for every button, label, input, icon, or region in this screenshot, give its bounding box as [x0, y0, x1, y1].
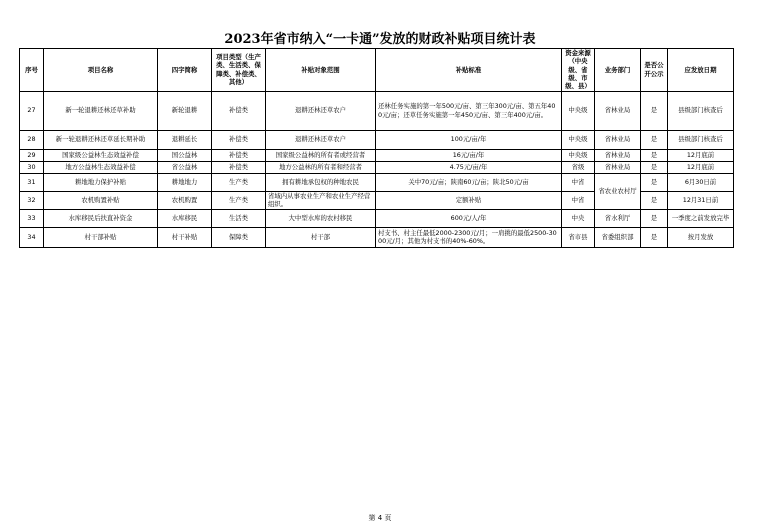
cell-scope: 退耕还林还草农户 — [266, 130, 376, 149]
header-seq: 序号 — [20, 49, 44, 92]
cell-dept: 省林业局 — [595, 161, 641, 173]
cell-scope: 大中型水库的农村移民 — [266, 209, 376, 227]
cell-standard: 16元/亩/年 — [376, 149, 562, 161]
cell-dept: 省水利厅 — [595, 209, 641, 227]
cell-public: 是 — [641, 91, 668, 130]
cell-name: 国家级公益林生态效益补偿 — [44, 149, 158, 161]
cell-dept-merged: 省农业农村厅 — [595, 173, 641, 209]
cell-name: 水库移民后扶直补资金 — [44, 209, 158, 227]
cell-type: 补偿类 — [212, 130, 266, 149]
cell-name: 耕地地力保护补贴 — [44, 173, 158, 191]
cell-name: 农机购置补贴 — [44, 191, 158, 209]
cell-standard: 还林任务实施的第一年500元/亩、第三年300元/亩、第五年400元/亩；还草任务实施第一年450元/亩、第三年400元/亩。 — [376, 91, 562, 130]
header-name: 项目名称 — [44, 49, 158, 92]
cell-short: 新轮退耕 — [158, 91, 212, 130]
cell-dept: 省委组织部 — [595, 227, 641, 247]
cell-public: 是 — [641, 227, 668, 247]
cell-scope: 退耕还林还草农户 — [266, 91, 376, 130]
cell-public: 是 — [641, 130, 668, 149]
cell-short: 国公益林 — [158, 149, 212, 161]
cell-public: 是 — [641, 161, 668, 173]
cell-source: 省级 — [562, 161, 595, 173]
cell-name: 新一轮退耕还林还草延长期补助 — [44, 130, 158, 149]
cell-standard: 定额补贴 — [376, 191, 562, 209]
table-row — [20, 209, 734, 227]
cell-type: 补偿类 — [212, 149, 266, 161]
cell-seq: 33 — [20, 209, 44, 227]
header-standard: 补贴标准 — [376, 49, 562, 92]
table-row — [20, 227, 734, 247]
header-date: 应发放日期 — [668, 49, 734, 92]
header-row — [20, 49, 734, 92]
cell-short: 退耕延长 — [158, 130, 212, 149]
cell-standard: 村支书、村主任最低2000-2300元/月；一肩挑的最低2500-3000元/月；其他为村支书的40%-60%。 — [376, 227, 562, 247]
cell-seq: 34 — [20, 227, 44, 247]
cell-seq: 30 — [20, 161, 44, 173]
cell-standard: 4.75元/亩/年 — [376, 161, 562, 173]
cell-scope: 拥有耕地承包权的种地农民 — [266, 173, 376, 191]
cell-date: 12月底前 — [668, 149, 734, 161]
cell-standard: 100元/亩/年 — [376, 130, 562, 149]
cell-date: 县级部门核查后 — [668, 130, 734, 149]
header-dept: 业务部门 — [595, 49, 641, 92]
cell-seq: 28 — [20, 130, 44, 149]
cell-scope: 村干部 — [266, 227, 376, 247]
cell-public: 是 — [641, 149, 668, 161]
header-short: 四字简称 — [158, 49, 212, 92]
header-type: 项目类型（生产类、生活类、保障类、补偿类、其他） — [212, 49, 266, 92]
cell-public: 是 — [641, 191, 668, 209]
cell-short: 耕地地力 — [158, 173, 212, 191]
cell-date: 12月31日前 — [668, 191, 734, 209]
cell-type: 生产类 — [212, 173, 266, 191]
cell-type: 补偿类 — [212, 91, 266, 130]
cell-dept: 省林业局 — [595, 149, 641, 161]
cell-type: 生活类 — [212, 209, 266, 227]
cell-short: 水库移民 — [158, 209, 212, 227]
cell-scope: 国家级公益林的所有者或经营者 — [266, 149, 376, 161]
cell-standard: 600元/人/年 — [376, 209, 562, 227]
cell-type: 补偿类 — [212, 161, 266, 173]
cell-source: 省市县 — [562, 227, 595, 247]
cell-public: 是 — [641, 173, 668, 191]
cell-short: 农机购置 — [158, 191, 212, 209]
cell-scope: 省域内从事农业生产和农业生产经营组织。 — [266, 191, 376, 209]
page-title: 2023年省市纳入“一卡通”发放的财政补贴项目统计表 — [224, 32, 536, 47]
cell-source: 中央级 — [562, 91, 595, 130]
cell-date: 6月30日前 — [668, 173, 734, 191]
cell-scope: 地方公益林的所有者和经营者 — [266, 161, 376, 173]
cell-type: 生产类 — [212, 191, 266, 209]
cell-source: 中央 — [562, 209, 595, 227]
cell-source: 中省 — [562, 191, 595, 209]
page-number: 第 4 页 — [368, 514, 392, 522]
cell-source: 中央级 — [562, 149, 595, 161]
cell-date: 县级部门核查后 — [668, 91, 734, 130]
cell-short: 省公益林 — [158, 161, 212, 173]
cell-dept: 省林业局 — [595, 130, 641, 149]
cell-name: 村干部补贴 — [44, 227, 158, 247]
table-row — [20, 173, 734, 191]
table-row — [20, 149, 734, 161]
cell-seq: 29 — [20, 149, 44, 161]
cell-seq: 31 — [20, 173, 44, 191]
cell-date: 12月底前 — [668, 161, 734, 173]
cell-name: 新一轮退耕还林还草补助 — [44, 91, 158, 130]
cell-short: 村干补贴 — [158, 227, 212, 247]
cell-public: 是 — [641, 209, 668, 227]
cell-name: 地方公益林生态效益补偿 — [44, 161, 158, 173]
header-scope: 补贴对象范围 — [266, 49, 376, 92]
cell-date: 按月发放 — [668, 227, 734, 247]
table-row — [20, 130, 734, 149]
header-source: 资金来源（中央级、省级、市级、县） — [562, 49, 595, 92]
cell-seq: 32 — [20, 191, 44, 209]
subsidy-table — [19, 48, 734, 248]
table-row — [20, 91, 734, 130]
cell-standard: 关中70元/亩；陕南60元/亩；陕北50元/亩 — [376, 173, 562, 191]
cell-date: 一季度之前发放完毕 — [668, 209, 734, 227]
cell-dept: 省林业局 — [595, 91, 641, 130]
cell-source: 中省 — [562, 173, 595, 191]
cell-seq: 27 — [20, 91, 44, 130]
header-public: 是否公开公示 — [641, 49, 668, 92]
table-row — [20, 161, 734, 173]
cell-source: 中央级 — [562, 130, 595, 149]
cell-type: 保障类 — [212, 227, 266, 247]
